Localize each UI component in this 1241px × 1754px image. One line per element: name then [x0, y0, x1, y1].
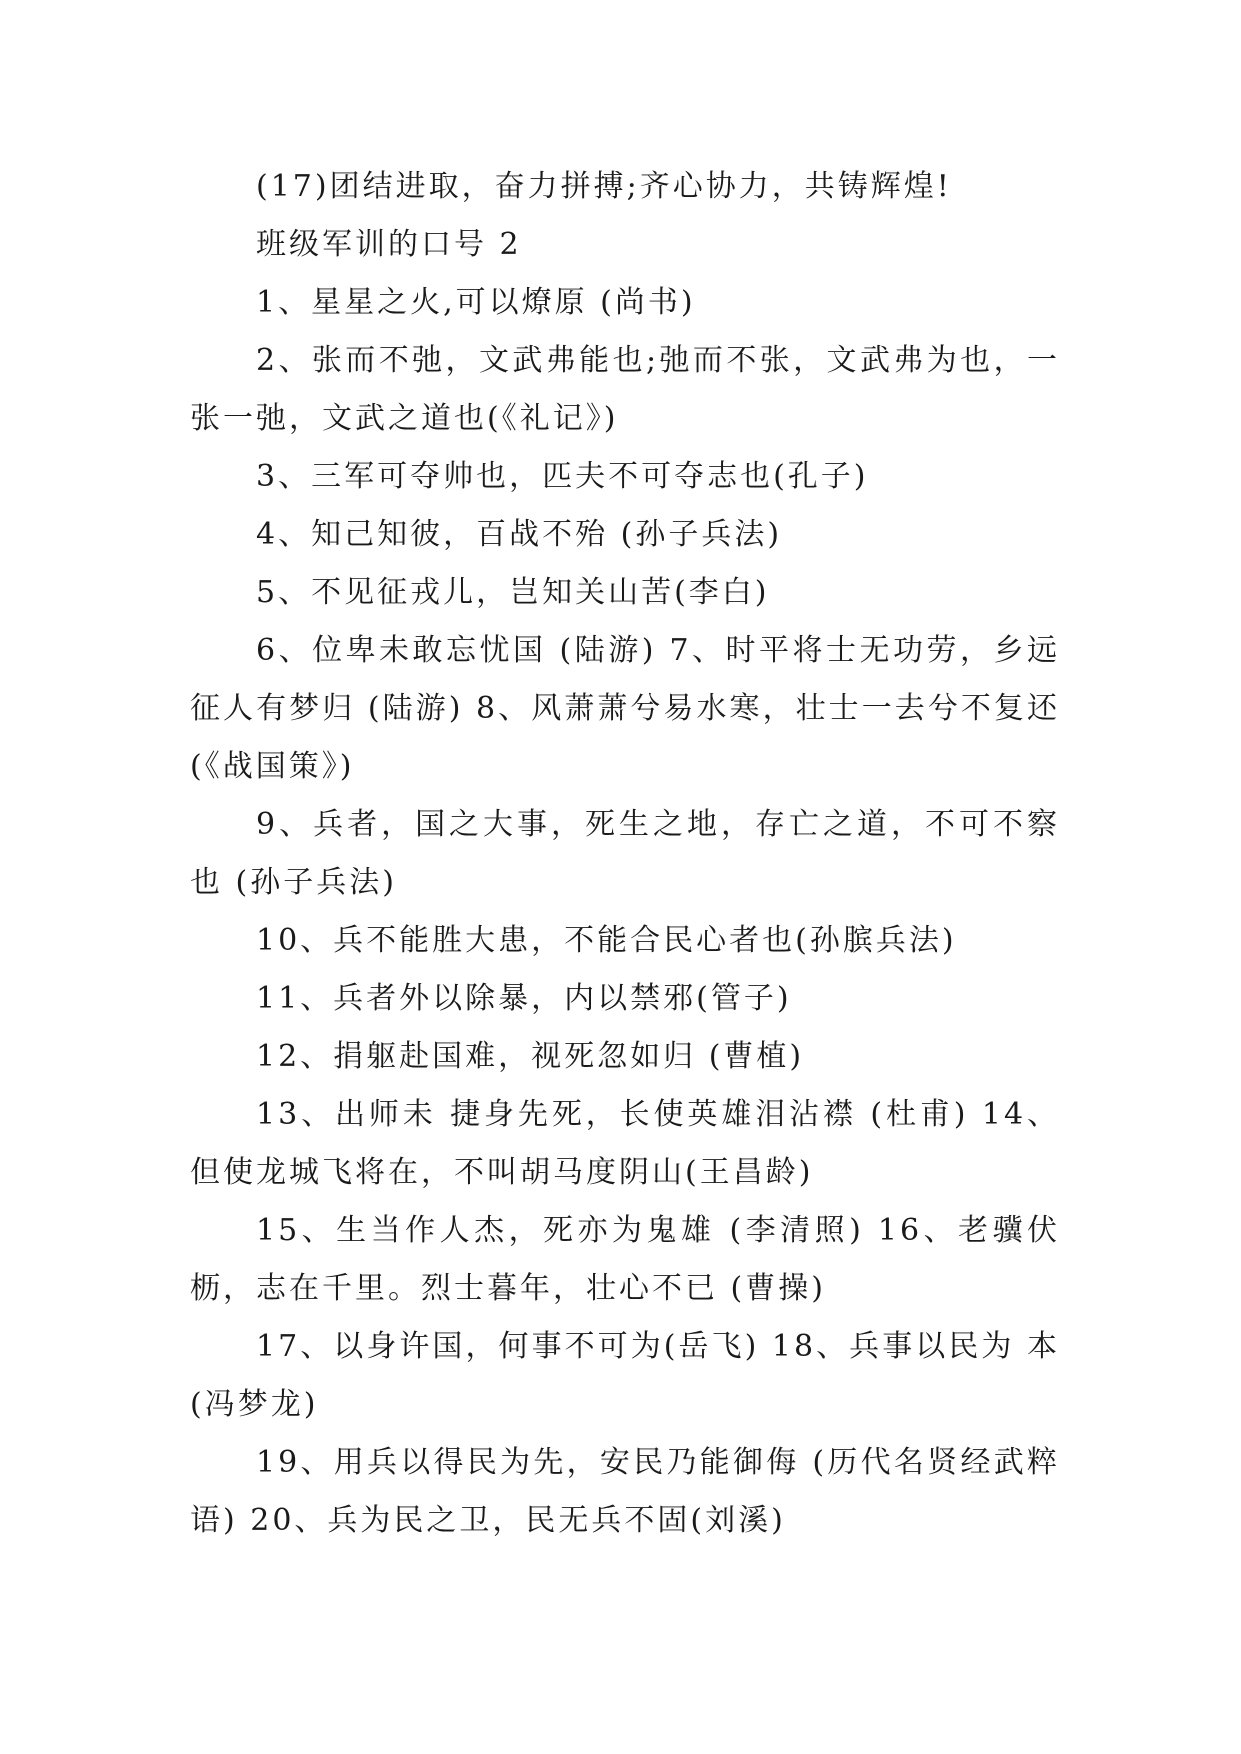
- paragraph: 11、兵者外以除暴，内以禁邪(管子): [256, 981, 792, 1016]
- paragraph: 13、出师未 捷身先死，长使英雄泪沾襟 (杜甫) 14、但使龙城飞将在，不叫胡马度阴山(王昌龄): [190, 1097, 1060, 1190]
- paragraph: 6、位卑未敢忘忧国 (陆游) 7、时平将士无功劳，乡远征人有梦归 (陆游) 8、风萧萧兮易水寒，壮士一去兮不复还 (《战国策》): [190, 633, 1060, 784]
- paragraph: (17)团结进取，奋力拼搏;齐心协力，共铸辉煌!: [256, 169, 952, 204]
- paragraph: 9、兵者，国之大事，死生之地，存亡之道，不可不察也 (孙子兵法): [190, 807, 1060, 900]
- paragraph: 17、以身许国，何事不可为(岳飞) 18、兵事以民为 本(冯梦龙): [190, 1329, 1060, 1422]
- paragraph: 12、捐躯赴国难，视死忽如归 (曹植): [256, 1039, 805, 1074]
- section-heading: 班级军训的口号 2: [256, 227, 522, 262]
- paragraph: 1、星星之火,可以燎原 (尚书): [256, 285, 696, 320]
- document-body: [190, 158, 1060, 1550]
- paragraph: 5、不见征戎儿，岂知关山苦(李白): [256, 575, 770, 610]
- paragraph: 3、三军可夺帅也，匹夫不可夺志也(孔子): [256, 459, 869, 494]
- paragraph: 2、张而不弛，文武弗能也;弛而不张，文武弗为也，一张一弛，文武之道也(《礼记》): [190, 343, 1060, 436]
- paragraph: 15、生当作人杰，死亦为鬼雄 (李清照) 16、老骥伏枥，志在千里。烈士暮年，壮心不已 (曹操): [190, 1213, 1060, 1306]
- paragraph: 10、兵不能胜大患，不能合民心者也(孙膑兵法): [256, 923, 957, 958]
- paragraph: 4、知己知彼，百战不殆 (孙子兵法): [256, 517, 783, 552]
- paragraph: 19、用兵以得民为先，安民乃能御侮 (历代名贤经武粹语) 20、兵为民之卫，民无兵不固(刘溪): [190, 1445, 1060, 1538]
